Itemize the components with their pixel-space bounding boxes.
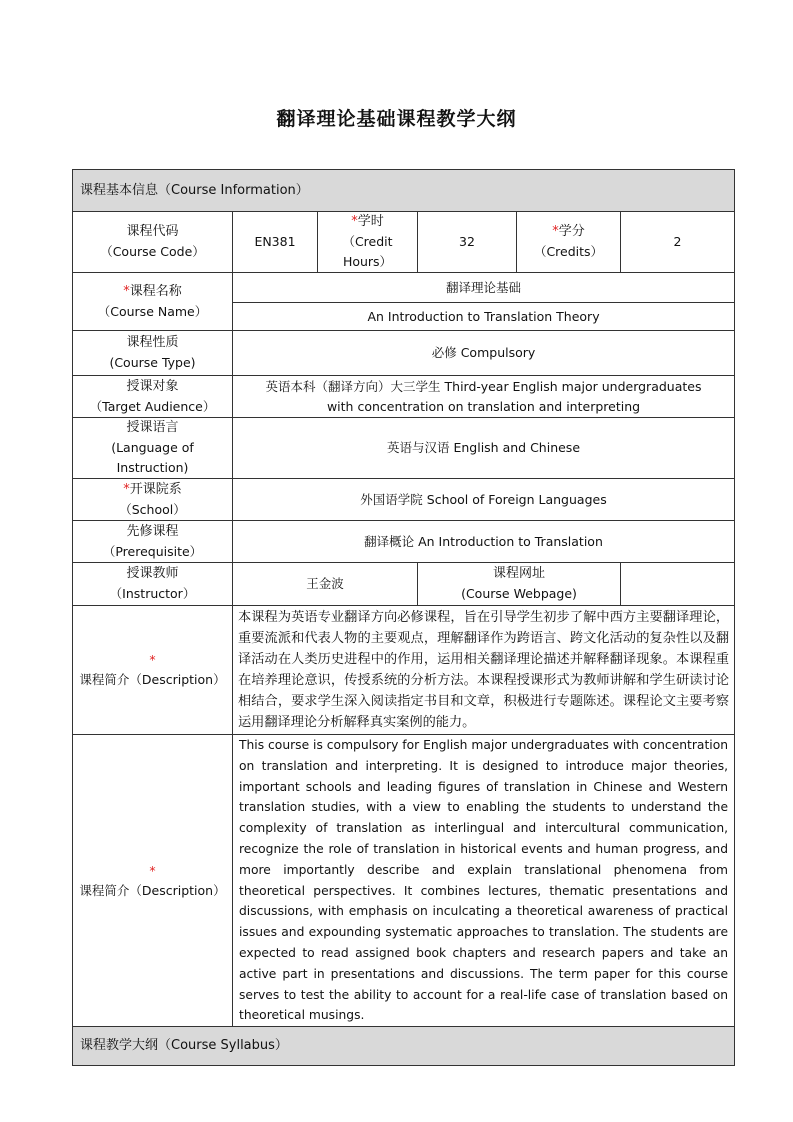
row-language — [73, 418, 735, 479]
target-audience-label-en: （Target Audience） — [89, 398, 216, 414]
target-audience-label-cn: 授课对象 — [126, 378, 179, 394]
credits-value: 2 — [621, 212, 735, 273]
row-code-hours-credits — [73, 212, 735, 273]
course-type-value: 必修 Compulsory — [233, 331, 735, 376]
language-label-en: (Language of Instruction) — [111, 440, 194, 475]
credit-hours-value: 32 — [418, 212, 517, 273]
section-header-syllabus — [73, 1027, 735, 1066]
language-label — [73, 418, 233, 479]
description-cn-text: 本课程为英语专业翻译方向必修课程，旨在引导学生初步了解中西方主要翻译理论，重要流派和代表人物的主要观点，理解翻译作为跨语言、跨文化活动的复杂性以及翻译活动在人类历史进程中的作用，运用相关翻译理论描述并解释翻译现象。本课程重在培养理论意识，传授系统的分析方法。本课程授课形式为教师讲解和学生研读讨论相结合，要求学生深入阅读指定书目和文章，积极进行专题陈述。课程论文主要考察运用翻译理论分析解释真实案例的能力。 — [233, 606, 735, 735]
row-target-audience — [73, 376, 735, 418]
webpage-value[interactable] — [621, 563, 735, 606]
credit-hours-label-en: （Credit Hours） — [342, 234, 393, 269]
row-description-en — [73, 735, 735, 1027]
prerequisite-label — [73, 521, 233, 563]
course-code-value: EN381 — [233, 212, 318, 273]
course-name-label-en: （Course Name） — [97, 303, 208, 319]
course-name-value-en: An Introduction to Translation Theory — [233, 303, 735, 331]
row-course-name-cn — [73, 273, 735, 303]
required-mark: * — [123, 481, 130, 497]
instructor-label-en: （Instructor） — [109, 586, 196, 601]
required-mark: * — [149, 652, 156, 667]
credits-label-cn: 学分 — [558, 224, 585, 239]
section-header-basic — [73, 170, 735, 212]
row-school — [73, 479, 735, 521]
credit-hours-label-cn: 学时 — [357, 214, 384, 229]
course-code-label-cn: 课程代码 — [126, 224, 179, 239]
section-title-syllabus: 课程教学大纲（Course Syllabus） — [73, 1027, 735, 1066]
row-prerequisite — [73, 521, 735, 563]
course-name-label-cn: 课程名称 — [129, 283, 182, 299]
description-cn-label — [73, 606, 233, 735]
credits-label — [517, 212, 621, 273]
credit-hours-label — [318, 212, 418, 273]
course-type-label-en: (Course Type) — [109, 355, 196, 370]
language-value: 英语与汉语 English and Chinese — [233, 418, 735, 479]
webpage-label — [418, 563, 621, 606]
course-code-label — [73, 212, 233, 273]
description-en-text: This course is compulsory for English major undergraduates with concentration on translation and interpreting. It is designed to introduce major theories, important schools and leading figures of translation in Chinese and Western translation studies, with a view to enabling the students to understand the complexity of translation as interlingual and intercultural communication, recognize the role of translation in historical events and human progress, and more importantly describe and explain translational phenomena from theoretical perspectives. It combines lectures, thematic presentations and discussions, with emphasis on inculcating a theoretical awareness of practical issues and expounding systematic approaches to translation. The students are expected to read assigned book chapters and research papers and take an active part in presentations and discussions. The term paper for this course serves to test the ability to account for a real-life case of translation based on theoretical musings. — [233, 735, 735, 1027]
row-instructor-webpage — [73, 563, 735, 606]
course-type-label — [73, 331, 233, 376]
required-mark: * — [149, 862, 156, 878]
instructor-label-cn: 授课教师 — [126, 566, 179, 581]
syllabus-table — [72, 169, 735, 1066]
course-name-label — [73, 273, 233, 331]
school-label-en: （School） — [119, 501, 186, 517]
course-name-value-cn: 翻译理论基础 — [233, 273, 735, 303]
language-label-cn: 授课语言 — [126, 420, 179, 435]
description-cn-label-text: 课程简介（Description） — [79, 672, 226, 687]
section-title-basic: 课程基本信息（Course Information） — [73, 170, 735, 212]
prerequisite-label-cn: 先修课程 — [126, 523, 179, 539]
instructor-label — [73, 563, 233, 606]
required-mark: * — [552, 224, 559, 239]
school-label-cn: 开课院系 — [129, 481, 182, 497]
target-audience-label — [73, 376, 233, 418]
target-audience-value: 英语本科（翻译方向）大三学生 Third-year English major undergraduates with concentration on translation and interpreting — [233, 376, 735, 418]
description-en-label — [73, 735, 233, 1027]
row-course-type — [73, 331, 735, 376]
description-en-label-text: 课程简介（Description） — [79, 882, 226, 898]
prerequisite-label-en: （Prerequisite） — [102, 543, 203, 559]
webpage-label-cn: 课程网址 — [492, 566, 545, 581]
course-code-label-en: （Course Code） — [100, 244, 205, 259]
prerequisite-value: 翻译概论 An Introduction to Translation — [233, 521, 735, 563]
course-type-label-cn: 课程性质 — [126, 335, 179, 350]
row-description-cn — [73, 606, 735, 735]
school-label — [73, 479, 233, 521]
required-mark: * — [351, 214, 358, 229]
credits-label-en: （Credits） — [533, 244, 604, 259]
required-mark: * — [123, 283, 130, 299]
document-title: 翻译理论基础课程教学大纲 — [276, 108, 517, 130]
webpage-label-en: (Course Webpage) — [461, 586, 577, 601]
instructor-value: 王金波 — [233, 563, 418, 606]
school-value: 外国语学院 School of Foreign Languages — [233, 479, 735, 521]
